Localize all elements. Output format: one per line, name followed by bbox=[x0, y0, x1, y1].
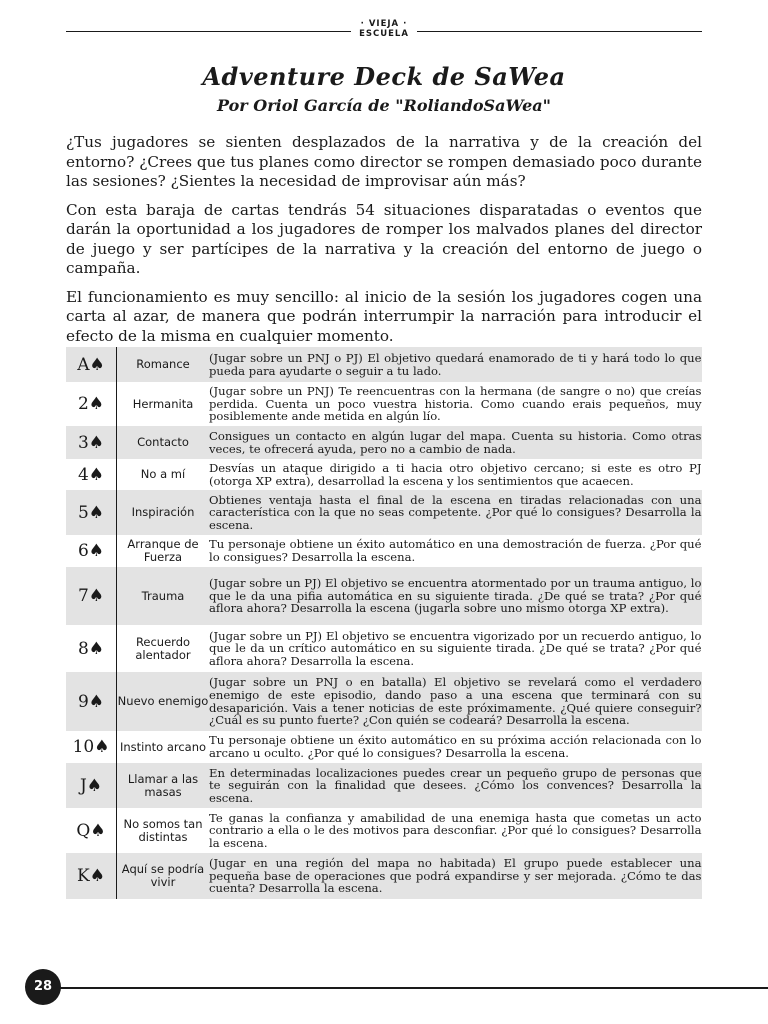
page-number: 28 bbox=[25, 969, 61, 1005]
card-name: Romance bbox=[117, 347, 210, 382]
card-name: Contacto bbox=[117, 426, 210, 459]
table-row bbox=[66, 459, 702, 490]
card-name: Instinto arcano bbox=[119, 739, 207, 754]
intro-paragraph-1: ¿Tus jugadores se sienten desplazados de la narrativa y de la creación del entorno? ¿Crees que tus planes como director se rompen demasiado poco durante las sesiones? ¿Sientes la necesidad de improvisar aún más? bbox=[66, 133, 702, 190]
card-description: (Jugar sobre un PNJ o PJ) El objetivo quedará enamorado de ti y hará todo lo que pueda para ayudarte o seguir a tu lado. bbox=[209, 347, 702, 382]
footer-rule bbox=[58, 987, 768, 989]
header-rule-left bbox=[66, 31, 351, 32]
logo-line-2: ESCUELA bbox=[359, 29, 409, 39]
table-row bbox=[66, 853, 702, 899]
card-name: Hermanita bbox=[132, 396, 194, 411]
table-row bbox=[66, 625, 702, 672]
table-row bbox=[66, 567, 702, 625]
card-description: En determinadas localizaciones puedes crear un pequeño grupo de personas que te seguirán con la finalidad que desees. ¿Cómo los convences? Desarrolla la escena. bbox=[209, 763, 702, 808]
article-title: Adventure Deck de SaWea bbox=[202, 62, 566, 91]
card-value: 3♠ bbox=[66, 426, 117, 459]
card-value: 6♠ bbox=[66, 535, 117, 567]
vieja-escuela-logo bbox=[356, 19, 412, 39]
card-value: Q♠ bbox=[66, 808, 117, 853]
card-value: 2♠ bbox=[66, 382, 117, 426]
card-description: (Jugar en una región del mapa no habitada) El grupo puede establecer una pequeña base de operaciones que podrá expandirse y ser mejorada. ¿Cómo te das cuenta? Desarrolla la escena. bbox=[209, 853, 702, 899]
card-value: J♠ bbox=[66, 763, 117, 808]
card-name: No a mí bbox=[140, 467, 186, 481]
card-name: Nuevo enemigo bbox=[117, 672, 210, 731]
card-description: (Jugar sobre un PJ) El objetivo se encuentra atormentado por un trauma antiguo, lo que le da una pifia automática en su siguiente tirada. ¿De qué se trata? ¿Por qué aflora ahora? Desarrolla la escena (jugarla sobre uno mismo otorga XP extra). bbox=[209, 567, 702, 625]
intro-text bbox=[66, 133, 702, 355]
card-value: K♠ bbox=[66, 853, 117, 899]
card-name: Trauma bbox=[117, 567, 210, 625]
table-row bbox=[66, 808, 702, 853]
page-header bbox=[66, 18, 702, 46]
card-value: 9♠ bbox=[66, 672, 117, 731]
card-table bbox=[66, 347, 702, 899]
table-row bbox=[66, 672, 702, 731]
card-value: 4♠ bbox=[66, 459, 117, 490]
intro-paragraph-2: Con esta baraja de cartas tendrás 54 situaciones disparatadas o eventos que darán la oportunidad a los jugadores de romper los malvados planes del director de juego y ser partícipes de la narrativa y la creación del entorno de juego o campaña. bbox=[66, 200, 702, 277]
card-description: Tu personaje obtiene un éxito automático en su próxima acción relacionada con lo arcano u oculto. ¿Por qué lo consigues? Desarrolla la escena. bbox=[209, 733, 702, 760]
card-description: Desvías un ataque dirigido a ti hacia otro objetivo cercano; si este es otro PJ (otorga XP extra), desarrollad la escena y los sentimientos que acaecen. bbox=[209, 460, 702, 488]
table-row bbox=[66, 347, 702, 382]
card-name: Arranque de Fuerza bbox=[127, 537, 199, 564]
table-row bbox=[66, 382, 702, 426]
card-name: No somos tan distintas bbox=[123, 816, 203, 844]
table-row bbox=[66, 763, 702, 808]
card-name: Recuerdo alentador bbox=[135, 634, 191, 662]
card-value: 8♠ bbox=[66, 625, 117, 672]
card-description: Te ganas la confianza y amabilidad de una enemiga hasta que cometas un acto contrario a ella o le des motivos para desconfiar. ¿Por qué lo consigues? Desarrolla la escena. bbox=[209, 810, 702, 850]
card-value: 7♠ bbox=[66, 567, 117, 625]
table-row bbox=[66, 731, 702, 763]
card-value: 10♠ bbox=[66, 731, 117, 763]
logo-line-1: · VIEJA · bbox=[360, 19, 408, 29]
card-description: (Jugar sobre un PJ) El objetivo se encuentra vigorizado por un recuerdo antiguo, lo que le da un crítico automático en su siguiente tirada. ¿De qué se trata? ¿Por qué aflora ahora? Desarrolla la escena. bbox=[209, 628, 702, 668]
card-value: A♠ bbox=[66, 347, 117, 382]
intro-paragraph-3: El funcionamiento es muy sencillo: al inicio de la sesión los jugadores cogen una carta al azar, de manera que podrán interrumpir la narración para introducir el efecto de la misma en cualquier momento. bbox=[66, 287, 702, 345]
article-subtitle: Por Oriol García de "RoliandoSaWea" bbox=[217, 96, 551, 115]
card-name: Aquí se podría vivir bbox=[117, 853, 210, 899]
card-description: (Jugar sobre un PNJ o en batalla) El objetivo se revelará como el verdadero enemigo de este episodio, dando paso a una escena que terminará con su desaparición. Vais a tener noticias de este próximamente. ¿Qué quiere conseguir? ¿Cuál es su punto fuerte? ¿Con quién se codeará? Desarrolla la escena. bbox=[209, 672, 702, 731]
card-description: Obtienes ventaja hasta el final de la escena en tiradas relacionadas con una característica con la que no seas competente. ¿Por qué lo consigues? Desarrolla la escena. bbox=[209, 490, 702, 535]
card-description: Consigues un contacto en algún lugar del mapa. Cuenta su historia. Como otras veces, te ofrecerá ayuda, pero no a cambio de nada. bbox=[209, 426, 702, 459]
card-value: 5♠ bbox=[66, 490, 117, 535]
card-description: Tu personaje obtiene un éxito automático en una demostración de fuerza. ¿Por qué lo consigues? Desarrolla la escena. bbox=[209, 537, 702, 564]
table-row bbox=[66, 535, 702, 567]
card-name: Inspiración bbox=[117, 490, 210, 535]
table-row bbox=[66, 426, 702, 459]
table-row bbox=[66, 490, 702, 535]
card-description: (Jugar sobre un PNJ) Te reencuentras con la hermana (de sangre o no) que creías perdida. Cuenta un poco vuestra historia. Como cuando erais pequeños, muy posiblemente ande metida en algún lío. bbox=[209, 384, 702, 424]
header-rule-right bbox=[417, 31, 702, 32]
card-name: Llamar a las masas bbox=[117, 763, 210, 808]
